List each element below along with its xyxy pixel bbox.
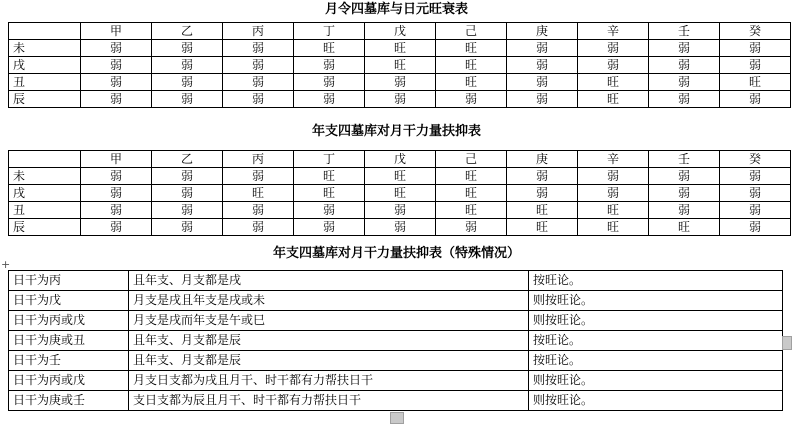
column-header: 甲 xyxy=(81,151,152,168)
table-row xyxy=(9,202,791,219)
table-cell: 弱 xyxy=(152,168,223,185)
table-cell: 弱 xyxy=(81,91,152,108)
condition-day-stem-cell: 日干为庚或丑 xyxy=(9,331,129,351)
table-row xyxy=(9,40,791,57)
condition-branch-cell: 且年支、月支都是辰 xyxy=(129,331,529,351)
result-cell: 按旺论。 xyxy=(529,351,783,371)
table-cell: 弱 xyxy=(720,219,791,236)
table-cell: 弱 xyxy=(649,185,720,202)
result-cell: 则按旺论。 xyxy=(529,311,783,331)
table-cell: 旺 xyxy=(436,168,507,185)
table-cell: 弱 xyxy=(294,57,365,74)
table-cell: 弱 xyxy=(507,168,578,185)
table-cell: 弱 xyxy=(223,40,294,57)
table-cell: 旺 xyxy=(436,40,507,57)
table-cell: 弱 xyxy=(649,74,720,91)
result-cell: 则按旺论。 xyxy=(529,371,783,391)
table-cell: 弱 xyxy=(223,168,294,185)
condition-day-stem-cell: 日干为壬 xyxy=(9,351,129,371)
row-label: 戌 xyxy=(9,185,81,202)
condition-branch-cell: 且年支、月支都是辰 xyxy=(129,351,529,371)
table-cell: 弱 xyxy=(81,202,152,219)
table-cell: 弱 xyxy=(81,57,152,74)
table-cell: 弱 xyxy=(720,57,791,74)
header-row xyxy=(9,23,791,40)
table-cell: 弱 xyxy=(294,74,365,91)
table-cell: 弱 xyxy=(720,202,791,219)
table-cell: 旺 xyxy=(365,40,436,57)
table-move-handle-icon[interactable]: + xyxy=(1,258,11,271)
table-row xyxy=(9,311,783,331)
column-header: 辛 xyxy=(578,151,649,168)
table-cell: 弱 xyxy=(649,91,720,108)
table-cell: 旺 xyxy=(578,219,649,236)
row-label: 戌 xyxy=(9,57,81,74)
table-cell: 弱 xyxy=(578,40,649,57)
table-cell: 弱 xyxy=(720,168,791,185)
table-cell: 弱 xyxy=(223,57,294,74)
column-header: 癸 xyxy=(720,151,791,168)
table-cell: 旺 xyxy=(436,202,507,219)
header-corner-cell xyxy=(9,151,81,168)
condition-day-stem-cell: 日干为丙 xyxy=(9,271,129,291)
table-cell: 弱 xyxy=(152,57,223,74)
condition-branch-cell: 月支日支都为戌且月干、时干都有力帮扶日干 xyxy=(129,371,529,391)
table-1 xyxy=(8,22,791,108)
column-header: 庚 xyxy=(507,23,578,40)
table-row xyxy=(9,219,791,236)
table-row xyxy=(9,168,791,185)
column-header: 丁 xyxy=(294,23,365,40)
table-cell: 旺 xyxy=(578,202,649,219)
table-cell: 弱 xyxy=(81,185,152,202)
table-cell: 弱 xyxy=(365,202,436,219)
table-cell: 弱 xyxy=(578,168,649,185)
column-header: 丙 xyxy=(223,151,294,168)
table-row xyxy=(9,91,791,108)
condition-day-stem-cell: 日干为丙或戊 xyxy=(9,311,129,331)
table-cell: 旺 xyxy=(436,74,507,91)
table-cell: 旺 xyxy=(649,219,720,236)
table-row xyxy=(9,74,791,91)
table-cell: 弱 xyxy=(81,74,152,91)
column-header: 丙 xyxy=(223,23,294,40)
table-row xyxy=(9,331,783,351)
row-resize-handle[interactable] xyxy=(390,412,404,424)
table-cell: 弱 xyxy=(720,91,791,108)
table-row xyxy=(9,57,791,74)
table-cell: 弱 xyxy=(507,74,578,91)
table-cell: 弱 xyxy=(365,74,436,91)
condition-branch-cell: 且年支、月支都是戌 xyxy=(129,271,529,291)
table-cell: 弱 xyxy=(152,185,223,202)
table-cell: 弱 xyxy=(294,202,365,219)
table-cell: 弱 xyxy=(294,219,365,236)
column-header: 乙 xyxy=(152,23,223,40)
row-label: 辰 xyxy=(9,219,81,236)
table-cell: 旺 xyxy=(436,57,507,74)
table-cell: 弱 xyxy=(152,40,223,57)
table-cell: 弱 xyxy=(81,168,152,185)
table-cell: 弱 xyxy=(152,219,223,236)
row-label: 辰 xyxy=(9,91,81,108)
table-cell: 弱 xyxy=(720,40,791,57)
table-row xyxy=(9,371,783,391)
table-cell: 弱 xyxy=(152,91,223,108)
table2-title: 年支四墓库对月干力量扶抑表 xyxy=(311,124,481,139)
table-cell: 弱 xyxy=(578,185,649,202)
table1-title: 月令四墓库与日元旺衰表 xyxy=(324,2,468,17)
table-cell: 弱 xyxy=(81,219,152,236)
table-cell: 弱 xyxy=(649,168,720,185)
condition-branch-cell: 支日支都为辰且月干、时干都有力帮扶日干 xyxy=(129,391,529,411)
table-cell: 弱 xyxy=(507,40,578,57)
table-cell: 旺 xyxy=(578,91,649,108)
column-header: 甲 xyxy=(81,23,152,40)
table-cell: 弱 xyxy=(436,219,507,236)
condition-day-stem-cell: 日干为丙或戊 xyxy=(9,371,129,391)
table-cell: 弱 xyxy=(578,57,649,74)
column-resize-handle[interactable] xyxy=(782,336,792,350)
table-cell: 弱 xyxy=(223,219,294,236)
condition-branch-cell: 月支是戌且年支是戌或未 xyxy=(129,291,529,311)
table-row xyxy=(9,271,783,291)
condition-branch-cell: 月支是戌而年支是午或巳 xyxy=(129,311,529,331)
header-corner-cell xyxy=(9,23,81,40)
header-row xyxy=(9,151,791,168)
result-cell: 按旺论。 xyxy=(529,331,783,351)
table-cell: 旺 xyxy=(294,185,365,202)
table-cell: 弱 xyxy=(365,91,436,108)
table-cell: 旺 xyxy=(507,202,578,219)
table-cell: 弱 xyxy=(720,185,791,202)
table-cell: 弱 xyxy=(436,91,507,108)
table-cell: 弱 xyxy=(507,185,578,202)
table-cell: 旺 xyxy=(365,57,436,74)
result-cell: 按旺论。 xyxy=(529,271,783,291)
result-cell: 则按旺论。 xyxy=(529,391,783,411)
column-header: 庚 xyxy=(507,151,578,168)
table-row xyxy=(9,351,783,371)
condition-day-stem-cell: 日干为庚或壬 xyxy=(9,391,129,411)
column-header: 乙 xyxy=(152,151,223,168)
table-row xyxy=(9,185,791,202)
row-label: 未 xyxy=(9,168,81,185)
column-header: 戊 xyxy=(365,151,436,168)
table-cell: 旺 xyxy=(294,168,365,185)
table-cell: 旺 xyxy=(720,74,791,91)
column-header: 己 xyxy=(436,151,507,168)
table-2 xyxy=(8,150,791,236)
table-cell: 弱 xyxy=(365,219,436,236)
condition-day-stem-cell: 日干为戊 xyxy=(9,291,129,311)
column-header: 戊 xyxy=(365,23,436,40)
table-cell: 弱 xyxy=(649,202,720,219)
column-header: 己 xyxy=(436,23,507,40)
column-header: 癸 xyxy=(720,23,791,40)
column-header: 壬 xyxy=(649,151,720,168)
table-cell: 旺 xyxy=(223,185,294,202)
row-label: 未 xyxy=(9,40,81,57)
column-header: 壬 xyxy=(649,23,720,40)
table-cell: 弱 xyxy=(649,57,720,74)
table-row xyxy=(9,291,783,311)
table-cell: 旺 xyxy=(507,219,578,236)
table-cell: 弱 xyxy=(152,74,223,91)
table-cell: 旺 xyxy=(578,74,649,91)
row-label: 丑 xyxy=(9,74,81,91)
table-cell: 弱 xyxy=(223,91,294,108)
table-special xyxy=(8,270,783,411)
table-cell: 旺 xyxy=(365,168,436,185)
table-cell: 弱 xyxy=(507,91,578,108)
table-cell: 弱 xyxy=(649,40,720,57)
result-cell: 则按旺论。 xyxy=(529,291,783,311)
table-row xyxy=(9,391,783,411)
table-cell: 弱 xyxy=(507,57,578,74)
table-cell: 旺 xyxy=(365,185,436,202)
table-cell: 弱 xyxy=(81,40,152,57)
table-cell: 弱 xyxy=(223,74,294,91)
column-header: 辛 xyxy=(578,23,649,40)
table-cell: 弱 xyxy=(152,202,223,219)
table-cell: 旺 xyxy=(436,185,507,202)
column-header: 丁 xyxy=(294,151,365,168)
table-cell: 弱 xyxy=(223,202,294,219)
table-cell: 弱 xyxy=(294,91,365,108)
table3-title: 年支四墓库对月干力量扶抑表（特殊情况） xyxy=(272,246,520,261)
table-cell: 旺 xyxy=(294,40,365,57)
row-label: 丑 xyxy=(9,202,81,219)
